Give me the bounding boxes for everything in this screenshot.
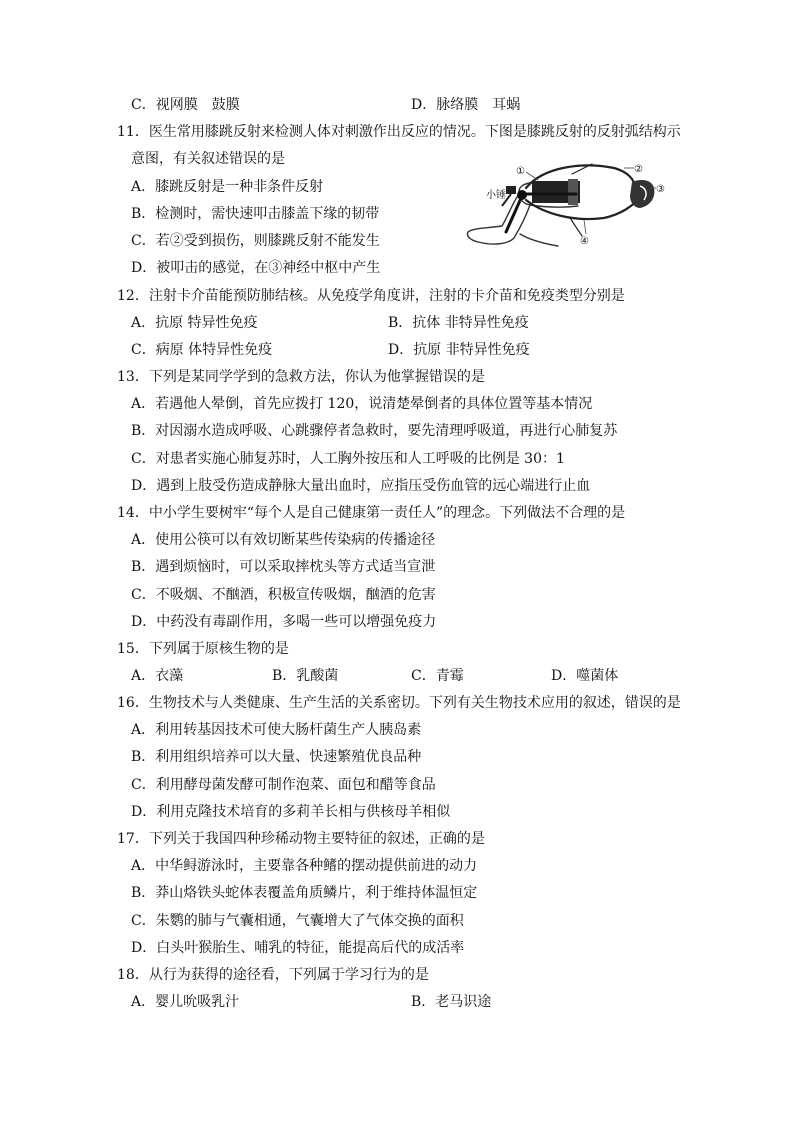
hammer-label: 小锤 (486, 190, 506, 201)
q13-option-d: D．遇到上肢受伤造成静脉大量出血时，应指压受伤血管的远心端进行止血 (131, 478, 591, 494)
q16-option-b: B．利用组织培养可以大量、快速繁殖优良品种 (131, 749, 422, 765)
q10-option-d: D．脉络膜 耳蜗 (411, 97, 521, 113)
q16-stem: 16．生物技术与人类健康、生产生活的关系密切。下列有关生物技术应用的叙述，错误的是 (117, 695, 681, 711)
q14-option-b: B．遇到烦恼时，可以采取摔枕头等方式适当宣泄 (131, 559, 436, 575)
q12-option-a: A．抗原 特异性免疫 (131, 315, 258, 331)
q10-option-c: C．视网膜 鼓膜 (131, 97, 240, 113)
q15-option-a: A．衣藻 (131, 668, 184, 684)
q17-option-d: D．白头叶猴胎生、哺乳的特征，能提高后代的成活率 (131, 940, 465, 956)
q15-option-b: B．乳酸菌 (272, 668, 339, 684)
q12-option-d: D．抗原 非特异性免疫 (388, 342, 530, 358)
mark-4: ④ (580, 236, 589, 247)
knee-reflex-arc-diagram (464, 158, 674, 250)
q14-option-a: A．使用公筷可以有效切断某些传染病的传播途径 (131, 532, 436, 548)
q13-option-c: C．对患者实施心肺复苏时，人工胸外按压和人工呼吸的比例是 30：1 (131, 451, 565, 467)
q14-stem: 14．中小学生要树牢“每个人是自己健康第一责任人”的理念。下列做法不合理的是 (117, 505, 626, 521)
spinal-cord-center (630, 180, 654, 208)
q11-option-d: D．被叩击的感觉，在③神经中枢中产生 (131, 260, 381, 276)
mark-2: ② (634, 164, 643, 175)
q15-option-c: C．青霉 (411, 668, 464, 684)
q18-stem: 18．从行为获得的途径看，下列属于学习行为的是 (117, 967, 429, 983)
q16-option-d: D．利用克隆技术培育的多莉羊长相与供核母羊相似 (131, 804, 451, 820)
q11-option-a: A．膝跳反射是一种非条件反射 (131, 179, 324, 195)
mark-3: ③ (656, 184, 665, 195)
q11-stem-line2: 意图，有关叙述错误的是 (131, 151, 285, 167)
q14-option-d: D．中药没有毒副作用，多喝一些可以增强免疫力 (131, 614, 437, 630)
q12-option-c: C．病原 体特异性免疫 (131, 342, 273, 358)
q12-stem: 12．注射卡介苗能预防肺结核。从免疫学角度讲，注射的卡介苗和免疫类型分别是 (117, 288, 625, 304)
q16-option-c: C．利用酵母菌发酵可制作泡菜、面包和醋等食品 (131, 777, 436, 793)
q17-option-a: A．中华鲟游泳时，主要靠各种鳍的摆动提供前进的动力 (131, 858, 478, 874)
q13-option-b: B．对因溺水造成呼吸、心跳骤停者急救时，要先清理呼吸道，再进行心肺复苏 (131, 423, 618, 439)
q11-option-b: B．检测时，需快速叩击膝盖下缘的韧带 (131, 206, 380, 222)
q14-option-c: C．不吸烟、不酗酒，积极宣传吸烟，酗酒的危害 (131, 587, 436, 603)
q11-stem-line1: 11．医生常用膝跳反射来检测人体对刺激作出反应的情况。下图是膝跳反射的反射弧结构示 (117, 124, 681, 140)
q12-option-b: B．抗体 非特异性免疫 (388, 315, 529, 331)
mark-1: ① (516, 166, 525, 177)
q13-stem: 13．下列是某同学学到的急救方法，你认为他掌握错误的是 (117, 369, 485, 385)
q18-option-a: A．婴儿吮吸乳汁 (131, 994, 240, 1010)
q17-option-b: B．莽山烙铁头蛇体表覆盖角质鳞片，利于维持体温恒定 (131, 885, 478, 901)
q18-option-b: B．老马识途 (411, 994, 492, 1010)
thigh-marker (568, 179, 578, 205)
q11-option-c: C．若②受到损伤，则膝跳反射不能发生 (131, 233, 380, 249)
q16-option-a: A．利用转基因技术可使大肠杆菌生产人胰岛素 (131, 722, 422, 738)
q15-option-d: D．噬菌体 (551, 668, 619, 684)
q17-stem: 17．下列关于我国四种珍稀动物主要特征的叙述，正确的是 (117, 831, 485, 847)
q13-option-a: A．若遇他人晕倒，首先应拨打 120，说清楚晕倒者的具体位置等基本情况 (131, 396, 593, 412)
q17-option-c: C．朱鹦的肺与气囊相通，气囊增大了气体交换的面积 (131, 913, 464, 929)
knee-joint (517, 190, 527, 200)
q15-stem: 15．下列属于原核生物的是 (117, 641, 289, 657)
